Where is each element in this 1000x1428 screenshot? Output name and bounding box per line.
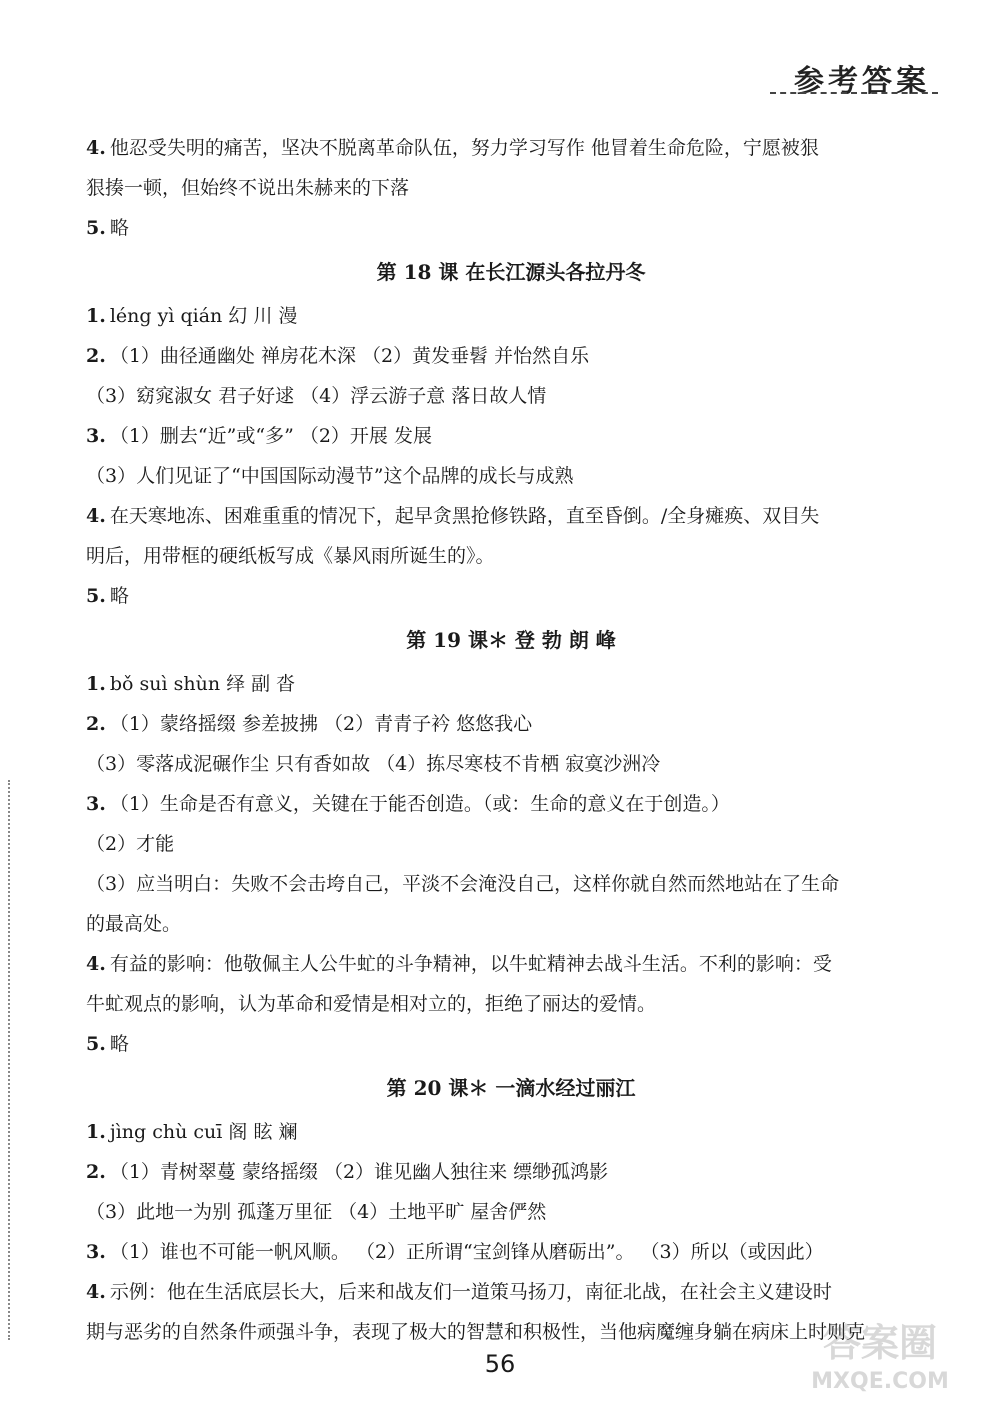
answer-line [86, 296, 936, 336]
question-number: 5. [86, 585, 106, 607]
answer-line [86, 824, 936, 864]
answer-line [86, 744, 936, 784]
question-number: 3. [86, 793, 106, 815]
answer-text: （3）窈窕淑女 君子好逑 （4）浮云游子意 落日故人情 [86, 385, 547, 407]
answer-text: 期与恶劣的自然条件顽强斗争，表现了极大的智慧和积极性，当他病魔缠身躺在病床上时则克 [86, 1321, 866, 1343]
answer-line [86, 1112, 936, 1152]
answer-line [86, 1192, 936, 1232]
answer-text: 略 [109, 585, 129, 607]
answer-line [86, 704, 936, 744]
answer-text: 示例：他在生活底层长大，后来和战友们一道策马扬刀，南征北战，在社会主义建设时 [109, 1281, 832, 1303]
question-number: 2. [86, 713, 106, 735]
answer-line [86, 208, 936, 248]
question-number: 4. [86, 1281, 106, 1303]
answer-line [86, 864, 936, 904]
answer-line [86, 904, 936, 944]
answer-line [86, 416, 936, 456]
question-number: 3. [86, 425, 106, 447]
binding-edge-dots [8, 780, 10, 1340]
answer-line [86, 128, 936, 168]
question-number: 5. [86, 1033, 106, 1055]
question-number: 4. [86, 505, 106, 527]
question-number: 4. [86, 953, 106, 975]
header-title: 参考答案 [794, 64, 930, 99]
answer-line [86, 1272, 936, 1312]
answer-text: 在天寒地冻、困难重重的情况下，起早贪黑抢修铁路，直至昏倒。/全身瘫痪、双目失 [109, 505, 820, 527]
question-number: 2. [86, 1161, 106, 1183]
answer-text: 他忍受失明的痛苦，坚决不脱离革命队伍，努力学习写作 他冒着生命危险，宁愿被狠 [109, 137, 819, 159]
answer-line [86, 944, 936, 984]
answer-text: 明后，用带框的硬纸板写成《暴风雨所诞生的》。 [86, 545, 495, 567]
answer-text: léng yì qián 幻 川 漫 [109, 305, 298, 327]
question-number: 4. [86, 137, 106, 159]
answer-content [86, 128, 936, 1352]
page-number: 56 [484, 1350, 516, 1378]
header-divider [770, 92, 938, 94]
watermark-text: 答案圈 [822, 1321, 938, 1365]
watermark-subtext: MXQE.COM [811, 1369, 949, 1394]
question-number: 5. [86, 217, 106, 239]
answer-line [86, 784, 936, 824]
answer-line [86, 496, 936, 536]
answer-text: （3）零落成泥碾作尘 只有香如故 （4）拣尽寒枝不肯栖 寂寞沙洲冷 [86, 753, 661, 775]
answer-line [86, 984, 936, 1024]
answer-text: （3）人们见证了“中国国际动漫节”这个品牌的成长与成熟 [86, 465, 574, 487]
question-number: 2. [86, 345, 106, 367]
answer-line [86, 1024, 936, 1064]
question-number: 1. [86, 1121, 106, 1143]
answer-text: （1）生命是否有意义，关键在于能否创造。（或：生命的意义在于创造。） [109, 793, 730, 815]
answer-text: 略 [109, 1033, 129, 1055]
answer-text: （1）青树翠蔓 蒙络摇缀 （2）谁见幽人独往来 缥缈孤鸿影 [109, 1161, 609, 1183]
answer-text: 牛虻观点的影响，认为革命和爱情是相对立的，拒绝了丽达的爱情。 [86, 993, 657, 1015]
answer-text: bǒ suì shùn 绎 副 沓 [109, 673, 296, 695]
answer-text: 略 [109, 217, 129, 239]
answer-line [86, 576, 936, 616]
answer-text: 有益的影响：他敬佩主人公牛虻的斗争精神，以牛虻精神去战斗生活。不利的影响：受 [109, 953, 832, 975]
answer-text: （2）才能 [86, 833, 175, 855]
watermark-logo [800, 1308, 960, 1398]
answer-line [86, 1232, 936, 1272]
answer-text: （1）曲径通幽处 禅房花木深 （2）黄发垂髫 并怡然自乐 [109, 345, 590, 367]
lesson-heading: 第 20 课＊ 一滴水经过丽江 [386, 1076, 636, 1100]
answer-text: （3）应当明白：失败不会击垮自己，平淡不会淹没自己，这样你就自然而然地站在了生命 [86, 873, 840, 895]
answer-text: （1）蒙络摇缀 参差披拂 （2）青青子衿 悠悠我心 [109, 713, 533, 735]
answer-line [86, 336, 936, 376]
answer-line [86, 456, 936, 496]
answer-line [86, 1152, 936, 1192]
question-number: 1. [86, 673, 106, 695]
question-number: 3. [86, 1241, 106, 1263]
question-number: 1. [86, 305, 106, 327]
lesson-heading: 第 19 课＊ 登 勃 朗 峰 [406, 628, 616, 652]
answer-text: 狠揍一顿，但始终不说出朱赫来的下落 [86, 177, 410, 199]
answer-text: jìng chù cuī 阁 眩 斓 [109, 1121, 298, 1143]
answer-text: （3）此地一为别 孤蓬万里征 （4）土地平旷 屋舍俨然 [86, 1201, 547, 1223]
answer-line [86, 536, 936, 576]
answer-text: （1）谁也不可能一帆风顺。 （2）正所谓“宝剑锋从磨砺出”。 （3）所以（或因此） [109, 1241, 824, 1263]
answer-line [86, 168, 936, 208]
answer-text: （1）删去“近”或“多” （2）开展 发展 [109, 425, 432, 447]
lesson-heading: 第 18 课 在长江源头各拉丹冬 [376, 260, 646, 284]
answer-line [86, 376, 936, 416]
answer-line [86, 664, 936, 704]
answer-text: 的最高处。 [86, 913, 182, 935]
